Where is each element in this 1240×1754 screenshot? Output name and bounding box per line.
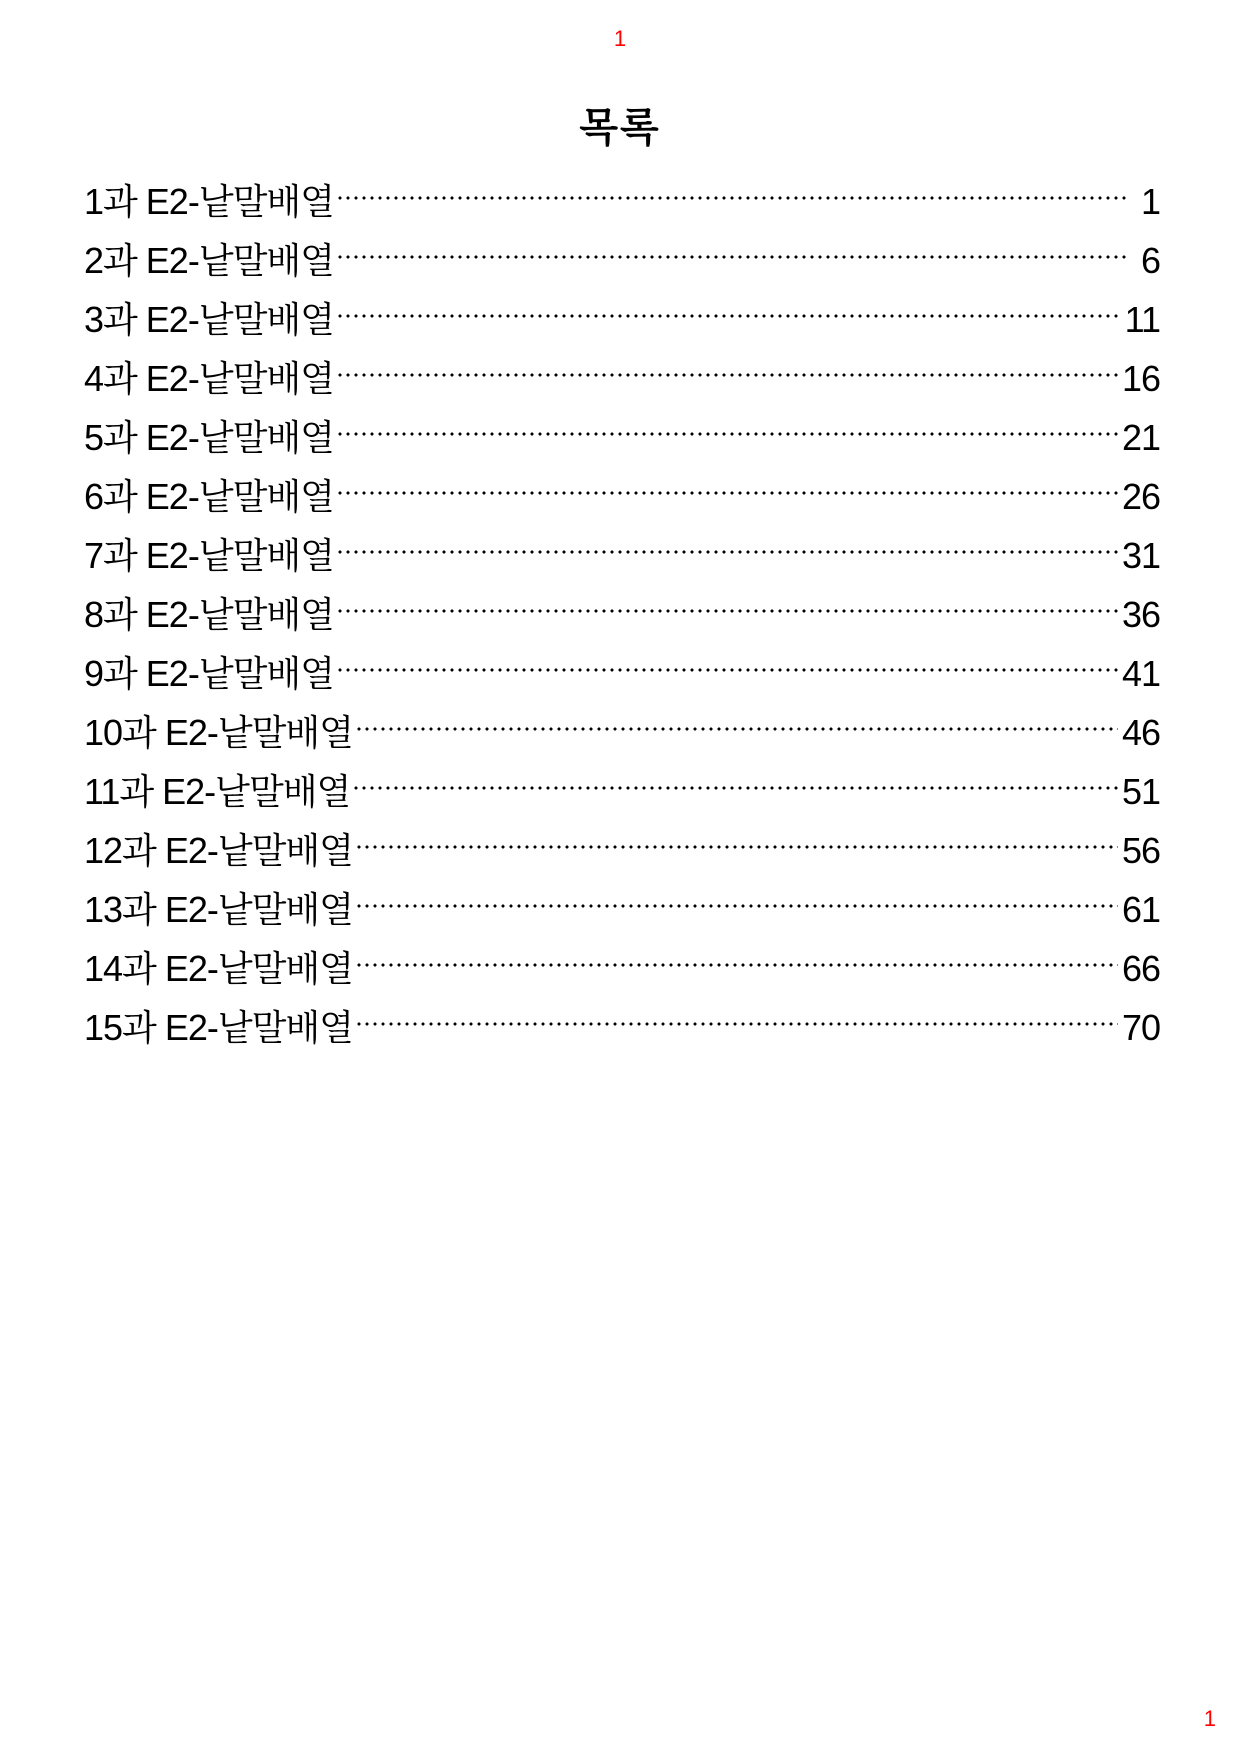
- toc-entry-label: 4과 E2-낱말배열: [84, 358, 334, 399]
- toc-entry-label: 14과 E2-낱말배열: [84, 948, 353, 989]
- dot-leader: [355, 844, 1118, 850]
- toc-entry-label: 11과 E2-낱말배열: [84, 771, 351, 812]
- toc-entry-page: 41: [1121, 653, 1160, 694]
- toc-entry-page: 11: [1124, 299, 1160, 340]
- toc-entry[interactable]: [84, 467, 1160, 526]
- toc-entry-page: 70: [1121, 1007, 1160, 1048]
- dot-leader: [355, 1021, 1118, 1027]
- toc-entry-page: 6: [1140, 240, 1160, 281]
- toc-entry[interactable]: [84, 703, 1160, 762]
- dot-leader: [355, 962, 1118, 968]
- toc-entry-label: 7과 E2-낱말배열: [84, 535, 334, 576]
- toc-entry-label: 9과 E2-낱말배열: [84, 653, 334, 694]
- toc-entry[interactable]: [84, 585, 1160, 644]
- dot-leader: [355, 903, 1118, 909]
- toc-entry[interactable]: [84, 880, 1160, 939]
- toc-entry[interactable]: [84, 939, 1160, 998]
- toc-entry-page: 16: [1121, 358, 1160, 399]
- toc-entry-page: 21: [1121, 417, 1160, 458]
- toc-entry-label: 2과 E2-낱말배열: [84, 240, 334, 281]
- toc-entry-label: 1과 E2-낱말배열: [84, 181, 334, 222]
- table-of-contents: [84, 172, 1160, 1057]
- toc-entry-page: 51: [1121, 771, 1160, 812]
- page-title: 목록: [579, 103, 661, 151]
- toc-entry[interactable]: [84, 408, 1160, 467]
- toc-entry-label: 10과 E2-낱말배열: [84, 712, 353, 753]
- toc-entry-label: 6과 E2-낱말배열: [84, 476, 334, 517]
- toc-entry[interactable]: [84, 821, 1160, 880]
- bottom-page-number: 1: [1203, 1706, 1216, 1731]
- toc-entry-label: 15과 E2-낱말배열: [84, 1007, 353, 1048]
- toc-entry[interactable]: [84, 231, 1160, 290]
- toc-entry-page: 26: [1121, 476, 1160, 517]
- dot-leader: [336, 313, 1121, 319]
- dot-leader: [336, 667, 1118, 673]
- toc-entry-page: 56: [1121, 830, 1160, 871]
- toc-entry-label: 13과 E2-낱말배열: [84, 889, 353, 930]
- dot-leader: [336, 431, 1118, 437]
- toc-entry-page: 61: [1121, 889, 1160, 930]
- dot-leader: [336, 372, 1118, 378]
- toc-entry[interactable]: [84, 526, 1160, 585]
- dot-leader: [352, 785, 1118, 791]
- toc-entry-page: 36: [1121, 594, 1160, 635]
- toc-entry[interactable]: [84, 998, 1160, 1057]
- toc-entry[interactable]: [84, 762, 1160, 821]
- top-page-number: 1: [613, 26, 627, 51]
- toc-entry[interactable]: [84, 172, 1160, 231]
- dot-leader: [336, 254, 1126, 260]
- toc-entry-label: 12과 E2-낱말배열: [84, 830, 353, 871]
- toc-entry[interactable]: [84, 290, 1160, 349]
- dot-leader: [336, 195, 1126, 201]
- dot-leader: [336, 549, 1118, 555]
- dot-leader: [336, 608, 1118, 614]
- toc-entry-label: 5과 E2-낱말배열: [84, 417, 334, 458]
- toc-entry-page: 1: [1140, 181, 1160, 222]
- toc-entry[interactable]: [84, 349, 1160, 408]
- dot-leader: [355, 726, 1118, 732]
- toc-entry-page: 46: [1121, 712, 1160, 753]
- dot-leader: [336, 490, 1118, 496]
- toc-entry-page: 66: [1121, 948, 1160, 989]
- toc-entry-label: 8과 E2-낱말배열: [84, 594, 334, 635]
- toc-entry[interactable]: [84, 644, 1160, 703]
- toc-entry-label: 3과 E2-낱말배열: [84, 299, 334, 340]
- toc-entry-page: 31: [1121, 535, 1160, 576]
